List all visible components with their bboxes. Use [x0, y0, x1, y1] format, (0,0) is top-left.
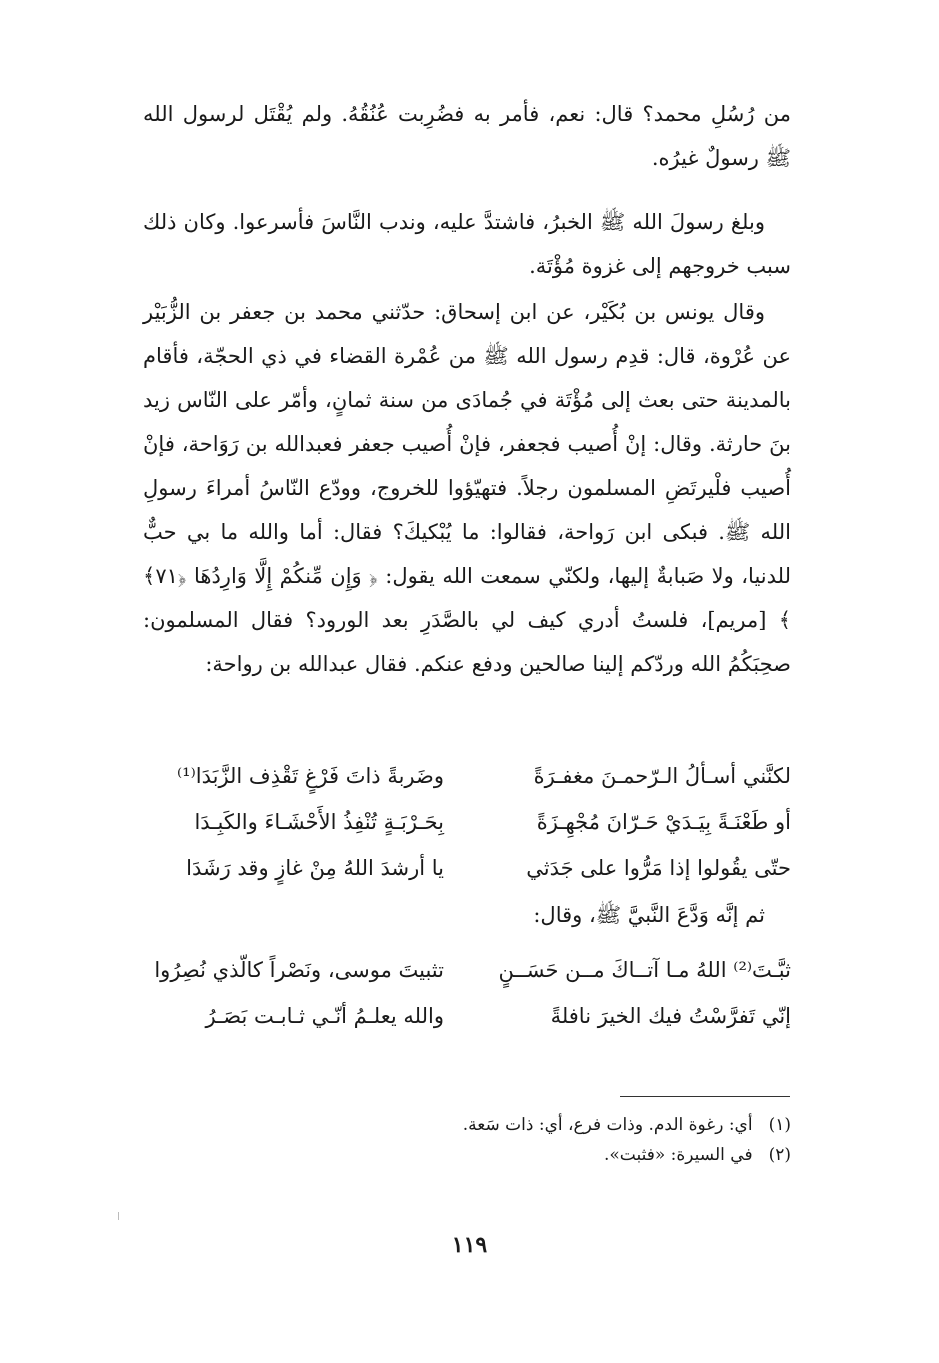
paragraph-1: [143, 92, 791, 180]
poem-1-line-2-first-hemistich: أو طَعْنَـةً بِيَـدَيْ حَـرّانَ مُجْهِـزَةً: [536, 810, 791, 834]
footnote-2: [604, 1140, 791, 1170]
footnote-number: (٢): [768, 1145, 791, 1165]
poem-1-line-1-second-hemistich: وضَربةً ذاتَ فَرْغٍ تَقْذِف الزَّبَدَا⁽¹⁾: [176, 764, 444, 788]
paragraph-text: من رُسُلِ محمد؟ قال: نعم، فأمر به فضُرِبت عُنُقُهُ. ولم يُقْتَل لرسول الله ﷺ رسولٌ غيرُه.: [143, 102, 791, 170]
poem-2-line-1-first-hemistich: ثبَّـتَ⁽²⁾ اللهُ مـا آتــاكَ مــن حَسَــنٍ: [498, 958, 791, 982]
scan-mark: [118, 1212, 119, 1220]
paragraph-text: وقال يونس بن بُكَيْر، عن ابن إسحاق: حدّثني محمد بن جعفر بن الزُّبَيْر عن عُرْوة، قال: قدِم رسول الله ﷺ من عُمْرة القضاء في ذي الحجّة، فأقام بالمدينة حتى بعث إلى مُؤْتَة في جُمادَى من سنة ثمانٍ، وأمّر على النّاس زيد بنَ حارثة. وقال: إنْ أُصيب فجعفر، فإنْ أُصيب جعفر فعبدالله بن رَوَاحة، فإنْ أُصيب فلْيرتَضِ المسلمون رجلاً. فتهيّؤوا للخروج، وودّع النّاسُ أمراءَ رسولِ الله ﷺ. فبكى ابن رَواحة، فقالوا: ما يُبْكيكَ؟ فقال: أما والله ما بي حبٌّ للدنيا، ولا صَبابةٌ إليها، ولكنّي سمعت الله يقول: ﴿ وَإِن مِّنكُمْ إِلَّا وَارِدُهَا ﴿٧١﴾ ﴾ [مريم]، فلستُ أدري كيف لي بالصَّدَرِ بعد الورود؟ فقال المسلمون: صحِبَكُمُ الله وردّكم إلينا صالحين ودفع عنكم. فقال عبدالله بن رواحة:: [143, 300, 791, 676]
poem-1-line-3-second-hemistich: يا أرشدَ اللهُ مِنْ غازٍ وقد رَشَدَا: [186, 856, 444, 880]
poem-2-line-1-second-hemistich: تثبيتَ موسى، ونَصْراً كالّذي نُصِرُوا: [154, 958, 444, 982]
paragraph-2: [143, 200, 791, 288]
poem-2-line-2-first-hemistich: إنّي تَفرَّسْتُ فيك الخيرَ نافلةً: [550, 1004, 791, 1028]
paragraph-3: [143, 290, 791, 686]
footnote-text: في السيرة: «فثبت».: [603, 1145, 753, 1165]
footnote-number: (١): [768, 1115, 791, 1135]
verse-intro: ثم إنَّه وَدَّعَ النَّبيَّ ﷺ، وقال:: [533, 903, 765, 927]
poem-1-line-1-first-hemistich: لكنَّني أسـألُ الـرّحمـنَ مغفـرَةً: [533, 764, 791, 788]
poem-1-line-2-second-hemistich: بِحَـرْبَـةٍ تُنْفِذُ الأَحْشَـاءَ والكَبِـدَا: [194, 810, 444, 834]
page-number: ١١٩: [451, 1232, 488, 1258]
poem-1-line-3-first-hemistich: حتّى يقُولوا إذا مَرُّوا على جَدَثي: [526, 856, 791, 880]
poem-2-line-2-second-hemistich: والله يعلـمُ أنّـي ثـابـت بَصَـرُ: [205, 1004, 444, 1028]
footnote-text: أي: رغوة الدم. وذات فرع، أي: ذات سَعة.: [462, 1115, 753, 1135]
footnote-divider: [620, 1096, 790, 1097]
footnote-1: [463, 1110, 791, 1140]
paragraph-text: وبلغ رسولَ الله ﷺ الخبرُ، فاشتدَّ عليه، وندب النَّاسَ فأسرعوا. وكان ذلك سبب خروجهم إلى غزوة مُؤْتَة.: [143, 210, 791, 278]
